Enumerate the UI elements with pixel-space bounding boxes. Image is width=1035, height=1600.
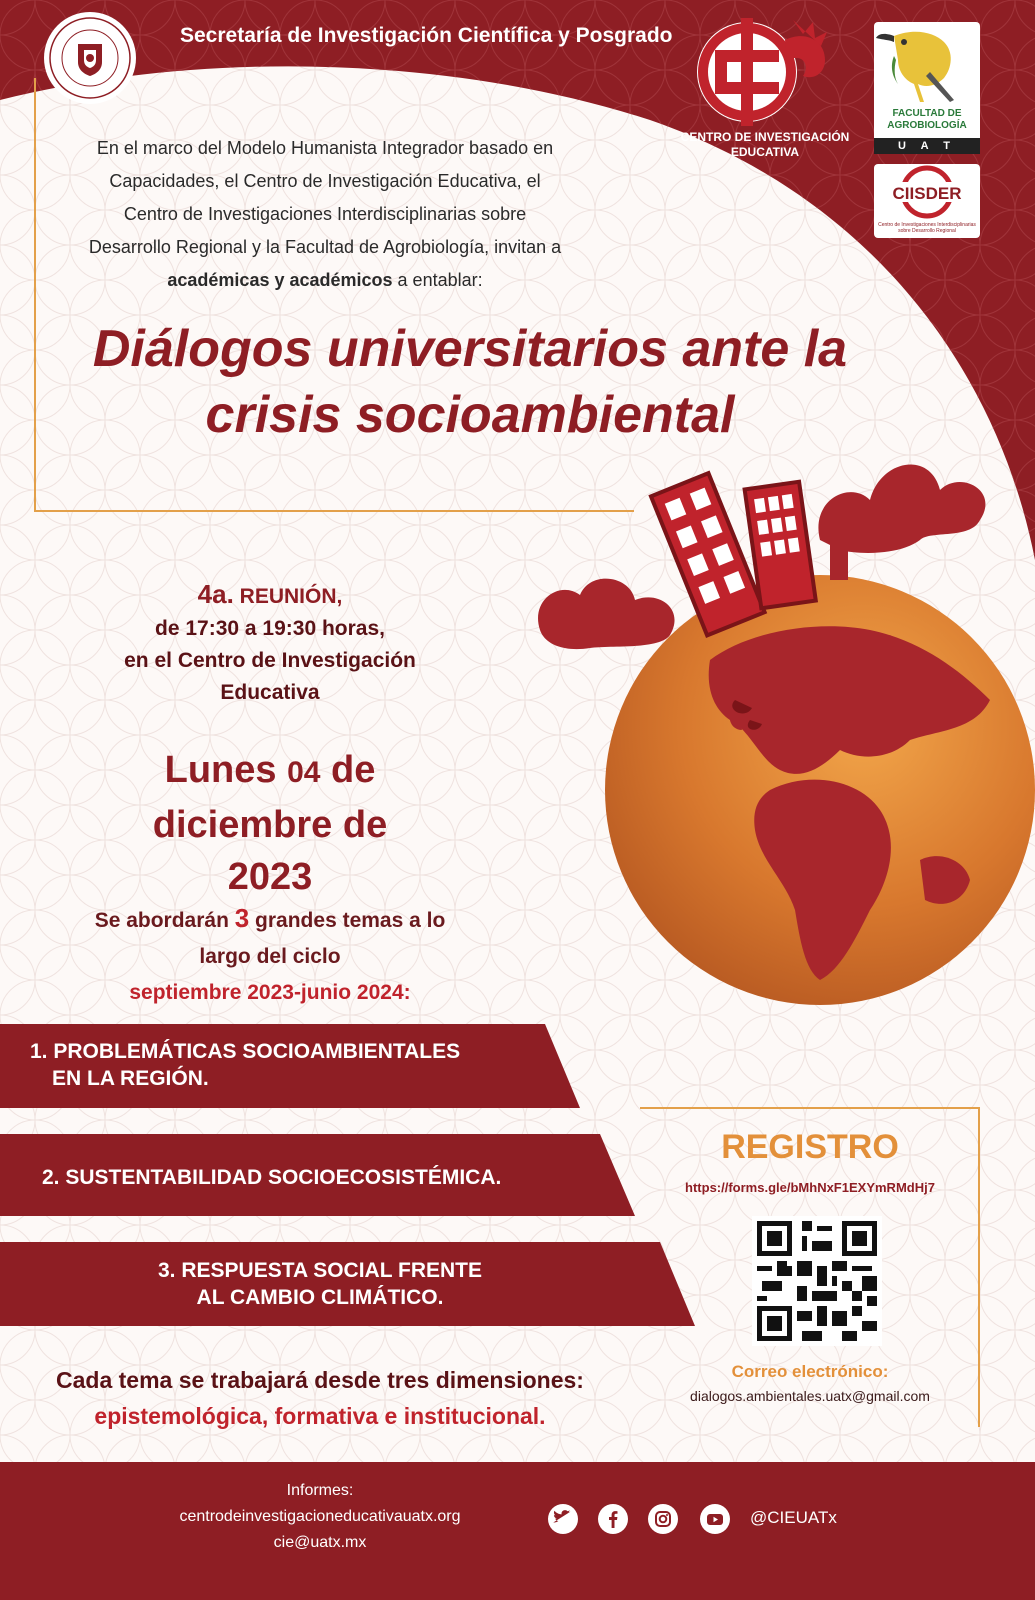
- meeting-info: [80, 578, 460, 709]
- topics-period: septiembre 2023-junio 2024:: [129, 981, 411, 1004]
- topic-1-line-1: 1. PROBLEMÁTICAS SOCIOAMBIENTALES: [30, 1040, 461, 1063]
- topic-3: [140, 1257, 500, 1311]
- dimensions-line-2: epistemológica, formativa e institucional.: [94, 1403, 546, 1429]
- ciisder-logo-text: CIISDER: [892, 184, 962, 203]
- meeting-place-2: Educativa: [220, 681, 320, 704]
- main-title: [40, 316, 900, 448]
- registro-link[interactable]: https://forms.gle/bMhNxF1EXYmRMdHj7: [685, 1180, 935, 1195]
- cie-logo-line2: EDUCATIVA: [730, 145, 800, 159]
- meeting-label: REUNIÓN,: [233, 585, 343, 608]
- instagram-icon[interactable]: [648, 1504, 678, 1534]
- intro-line-4: Desarrollo Regional y la Facultad de Agrobiología, invitan a: [88, 237, 562, 257]
- agrobiologia-logo: [874, 22, 980, 154]
- ciisder-logo: [874, 164, 980, 238]
- topic-2: 2. SUSTENTABILIDAD SOCIOECOSISTÉMICA.: [42, 1166, 502, 1189]
- meeting-place-1: en el Centro de Investigación: [124, 649, 416, 672]
- intro-paragraph: [45, 132, 605, 297]
- meeting-line-1: [80, 578, 460, 613]
- intro-line-2: Capacidades, el Centro de Investigación Educativa, el: [109, 171, 541, 191]
- dimensions-line-1: Cada tema se trabajará desde tres dimensiones:: [56, 1367, 584, 1393]
- topics-intro-line-1: [60, 900, 480, 939]
- date-line-1: [90, 744, 450, 799]
- intro-audience: académicas y académicos: [167, 270, 393, 290]
- meeting-number: 4a.: [197, 579, 234, 609]
- cie-emblem-icon: [675, 10, 855, 130]
- ciisder-logo-subtext: Centro de Investigaciones Interdisciplinarias sobre Desarrollo Regional: [878, 222, 976, 234]
- email-label: Correo electrónico:: [731, 1362, 889, 1381]
- topics-post: grandes temas a lo: [249, 909, 446, 932]
- intro-line-5-rest: a entablar:: [392, 270, 483, 290]
- topic-1-line-2: EN LA REGIÓN.: [52, 1067, 209, 1090]
- main-title-line-1: Diálogos universitarios ante la: [92, 320, 848, 378]
- topic-3-line-2: AL CAMBIO CLIMÁTICO.: [196, 1286, 444, 1309]
- youtube-icon[interactable]: [700, 1504, 730, 1534]
- topic-1: [30, 1038, 460, 1092]
- intro-line-3: Centro de Investigaciones Interdisciplinarias sobre: [123, 204, 527, 224]
- registro-title: REGISTRO: [721, 1128, 899, 1166]
- agro-logo-line2: AGROBIOLOGÍA: [887, 120, 967, 131]
- intro-line-1: En el marco del Modelo Humanista Integrador basado en: [96, 138, 554, 158]
- facebook-icon[interactable]: [598, 1504, 628, 1534]
- uatx-seal-logo: [42, 10, 138, 106]
- twitter-icon[interactable]: [548, 1504, 578, 1534]
- footer-info: [150, 1478, 490, 1556]
- date-line-2: diciembre de: [152, 804, 388, 846]
- meeting-time: de 17:30 a 19:30 horas,: [155, 617, 385, 640]
- meeting-date: [90, 744, 450, 903]
- footer-email[interactable]: cie@uatx.mx: [273, 1534, 367, 1551]
- globe-illustration: [520, 430, 1035, 1070]
- registro-email[interactable]: dialogos.ambientales.uatx@gmail.com: [690, 1388, 930, 1404]
- header-title: Secretaría de Investigación Científica y Posgrado: [180, 24, 673, 47]
- intro-line-5: [45, 264, 605, 297]
- topics-intro-line-2: largo del ciclo: [199, 945, 341, 968]
- topics-pre: Se abordarán: [94, 909, 235, 932]
- cie-logo-line1: CENTRO DE INVESTIGACIÓN: [680, 130, 850, 144]
- agro-logo-line1: FACULTAD DE: [892, 108, 962, 119]
- topics-intro: [60, 900, 480, 1011]
- date-year: 2023: [227, 856, 313, 898]
- frame-left-line: [34, 78, 36, 510]
- date-de: de: [320, 749, 376, 791]
- topic-3-line-1: 3. RESPUESTA SOCIAL FRENTE: [158, 1259, 482, 1282]
- footer-label: Informes:: [286, 1482, 354, 1499]
- footer-website[interactable]: centrodeinvestigacioneducativauatx.org: [179, 1508, 461, 1525]
- topics-count: 3: [234, 903, 250, 933]
- social-handle[interactable]: @CIEUATx: [750, 1508, 837, 1527]
- date-day: 04: [287, 756, 321, 789]
- main-title-line-2: crisis socioambiental: [205, 386, 735, 444]
- bird-icon: [874, 22, 980, 106]
- dimensions-text: [20, 1362, 620, 1434]
- agro-logo-uat: U A T: [874, 138, 980, 154]
- date-weekday: Lunes: [164, 749, 288, 791]
- cie-logo: [675, 10, 855, 170]
- qr-code-icon[interactable]: [752, 1216, 882, 1346]
